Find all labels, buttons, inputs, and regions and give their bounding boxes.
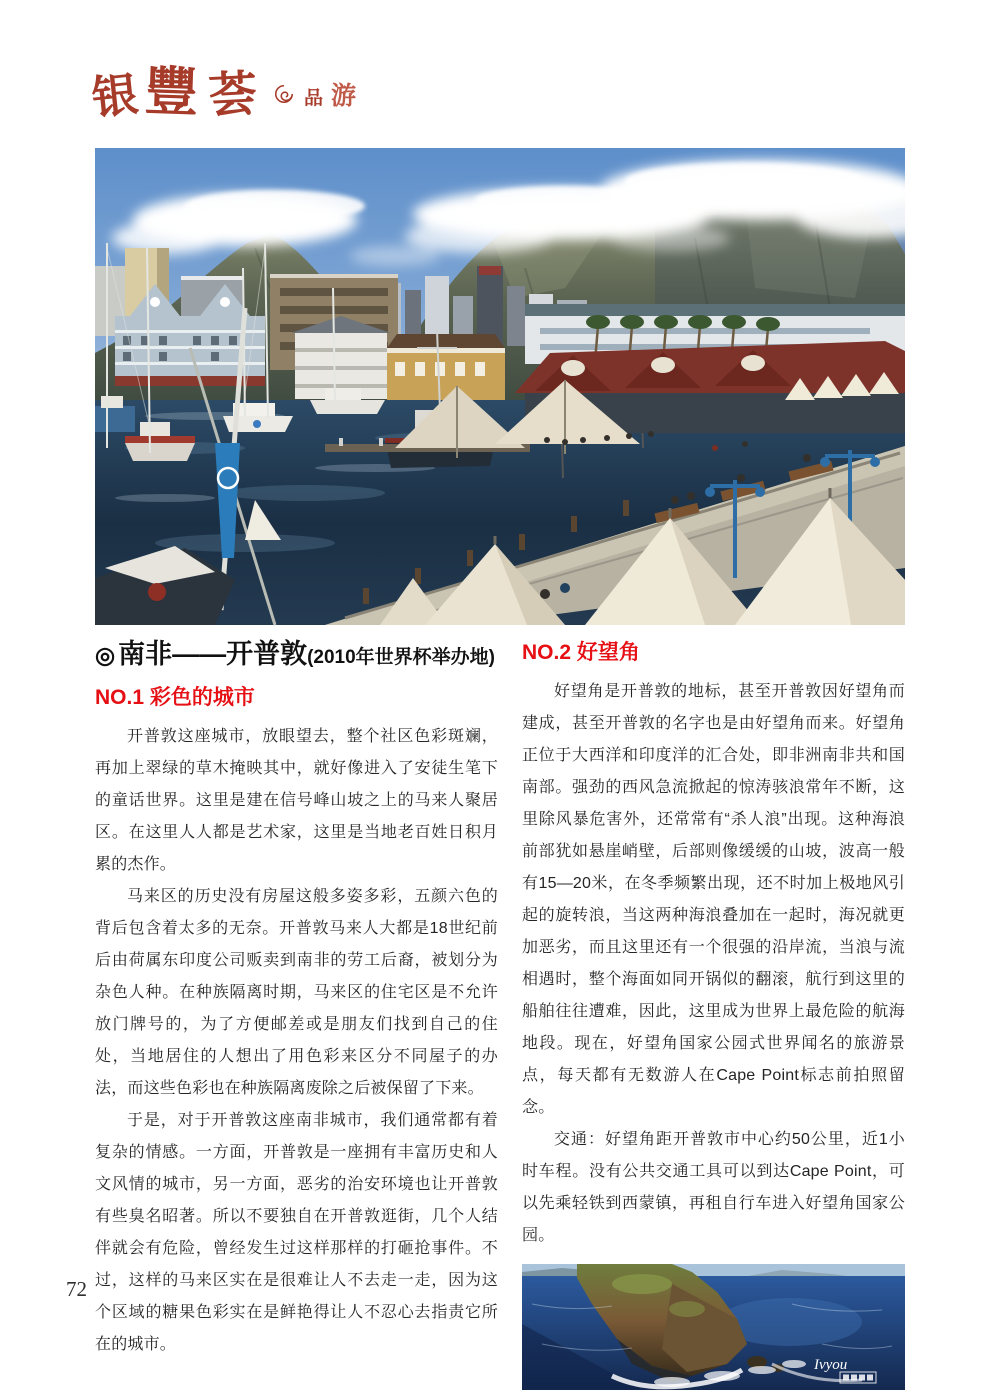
left-column — [95, 681, 498, 1361]
section-headline — [95, 632, 515, 671]
body-paragraph: 交通：好望角距开普敦市中心约50公里，近1小时车程。没有公共交通工具可以到达Cape Point，可以先乘轻铁到西蒙镇，再租自行车进入好望角国家公园。 — [522, 1131, 905, 1244]
logo-word-you: 游 — [331, 82, 357, 110]
magazine-logo — [89, 60, 357, 126]
right-column — [522, 636, 905, 1390]
right-column-heading: NO.2 好望角 — [522, 641, 640, 664]
main-photo-cape-town-waterfront — [95, 148, 905, 625]
cape-point-photo — [522, 1264, 905, 1390]
logo-word-pin: 品 — [304, 88, 324, 109]
section-subtitle: (2010年世界杯举办地) — [307, 647, 496, 668]
section-title: 南非——开普敦 — [118, 639, 308, 669]
section-marker: ◎ — [95, 642, 116, 668]
logo-character: 荟 — [207, 65, 259, 125]
body-paragraph: 好望角是开普敦的地标，甚至开普敦因好望角而建成，甚至开普敦的名字也是由好望角而来。好望角正位于大西洋和印度洋的汇合处，即非洲南非共和国南部。强劲的西风急流掀起的惊涛骇浪常年不断，这里除风暴危害外，还常常有“杀人浪”出现。这种海浪前部犹如悬崖峭壁，后部则像缓缓的山坡，波高一般有15—20米，在冬季频繁出现，还不时加上极地风引起的旋转浪，当这两种海浪叠加在一起时，海况就更加恶劣，而且这里还有一个很强的沿岸流，当浪与流相遇时，整个海面如同开锅似的翻滚，航行到这里的船舶往往遭难，因此，这里成为世界上最危险的航海地段。现在，好望角国家公园式世界闻名的旅游景点，每天都有无数游人在Cape Point标志前拍照留念。 — [522, 683, 905, 1116]
swirl-icon — [273, 83, 295, 110]
page-number: 72 — [66, 1277, 87, 1301]
body-paragraph: 于是，对于开普敦这座南非城市，我们通常都有着复杂的情感。一方面，开普敦是一座拥有丰富历史和人文风情的城市，另一方面，恶劣的治安环境也让开普敦有些臭名昭著。所以不要独自在开普敦逛街，几个人结伴就会有危险，曾经发生过这样那样的打砸抢事件。不过，这样的马来区实在是很难让人不去走一走，因为这个区域的糖果色彩实在是鲜艳得让人不忍心去指责它所在的城市。 — [95, 1112, 498, 1353]
watermark-text: Ivyou — [814, 1357, 848, 1373]
cape-point-illustration — [522, 1264, 905, 1390]
body-paragraph: 开普敦这座城市，放眼望去，整个社区色彩斑斓，再加上翠绿的草木掩映其中，就好像进入了安徒生笔下的童话世界。这里是建在信号峰山坡之上的马来人聚居区。在这里人人都是艺术家，这里是当地老百姓日积月累的杰作。 — [95, 728, 498, 873]
logo-character: 银 — [89, 66, 141, 126]
waterfront-illustration — [95, 148, 905, 625]
body-paragraph: 马来区的历史没有房屋这般多姿多彩，五颜六色的背后包含着太多的无奈。开普敦马来人大都是18世纪前后由荷属东印度公司贩卖到南非的劳工后裔，被划分为杂色人种。在种族隔离时期，马来区的住宅区是不允许放门牌号的，为了方便邮差或是朋友们找到自己的住处，当地居住的人想出了用色彩来区分不同屋子的办法，而这些色彩也在种族隔离废除之后被保留了下来。 — [95, 888, 498, 1097]
logo-character: 豐 — [143, 60, 200, 124]
left-column-heading: NO.1 彩色的城市 — [95, 686, 255, 709]
